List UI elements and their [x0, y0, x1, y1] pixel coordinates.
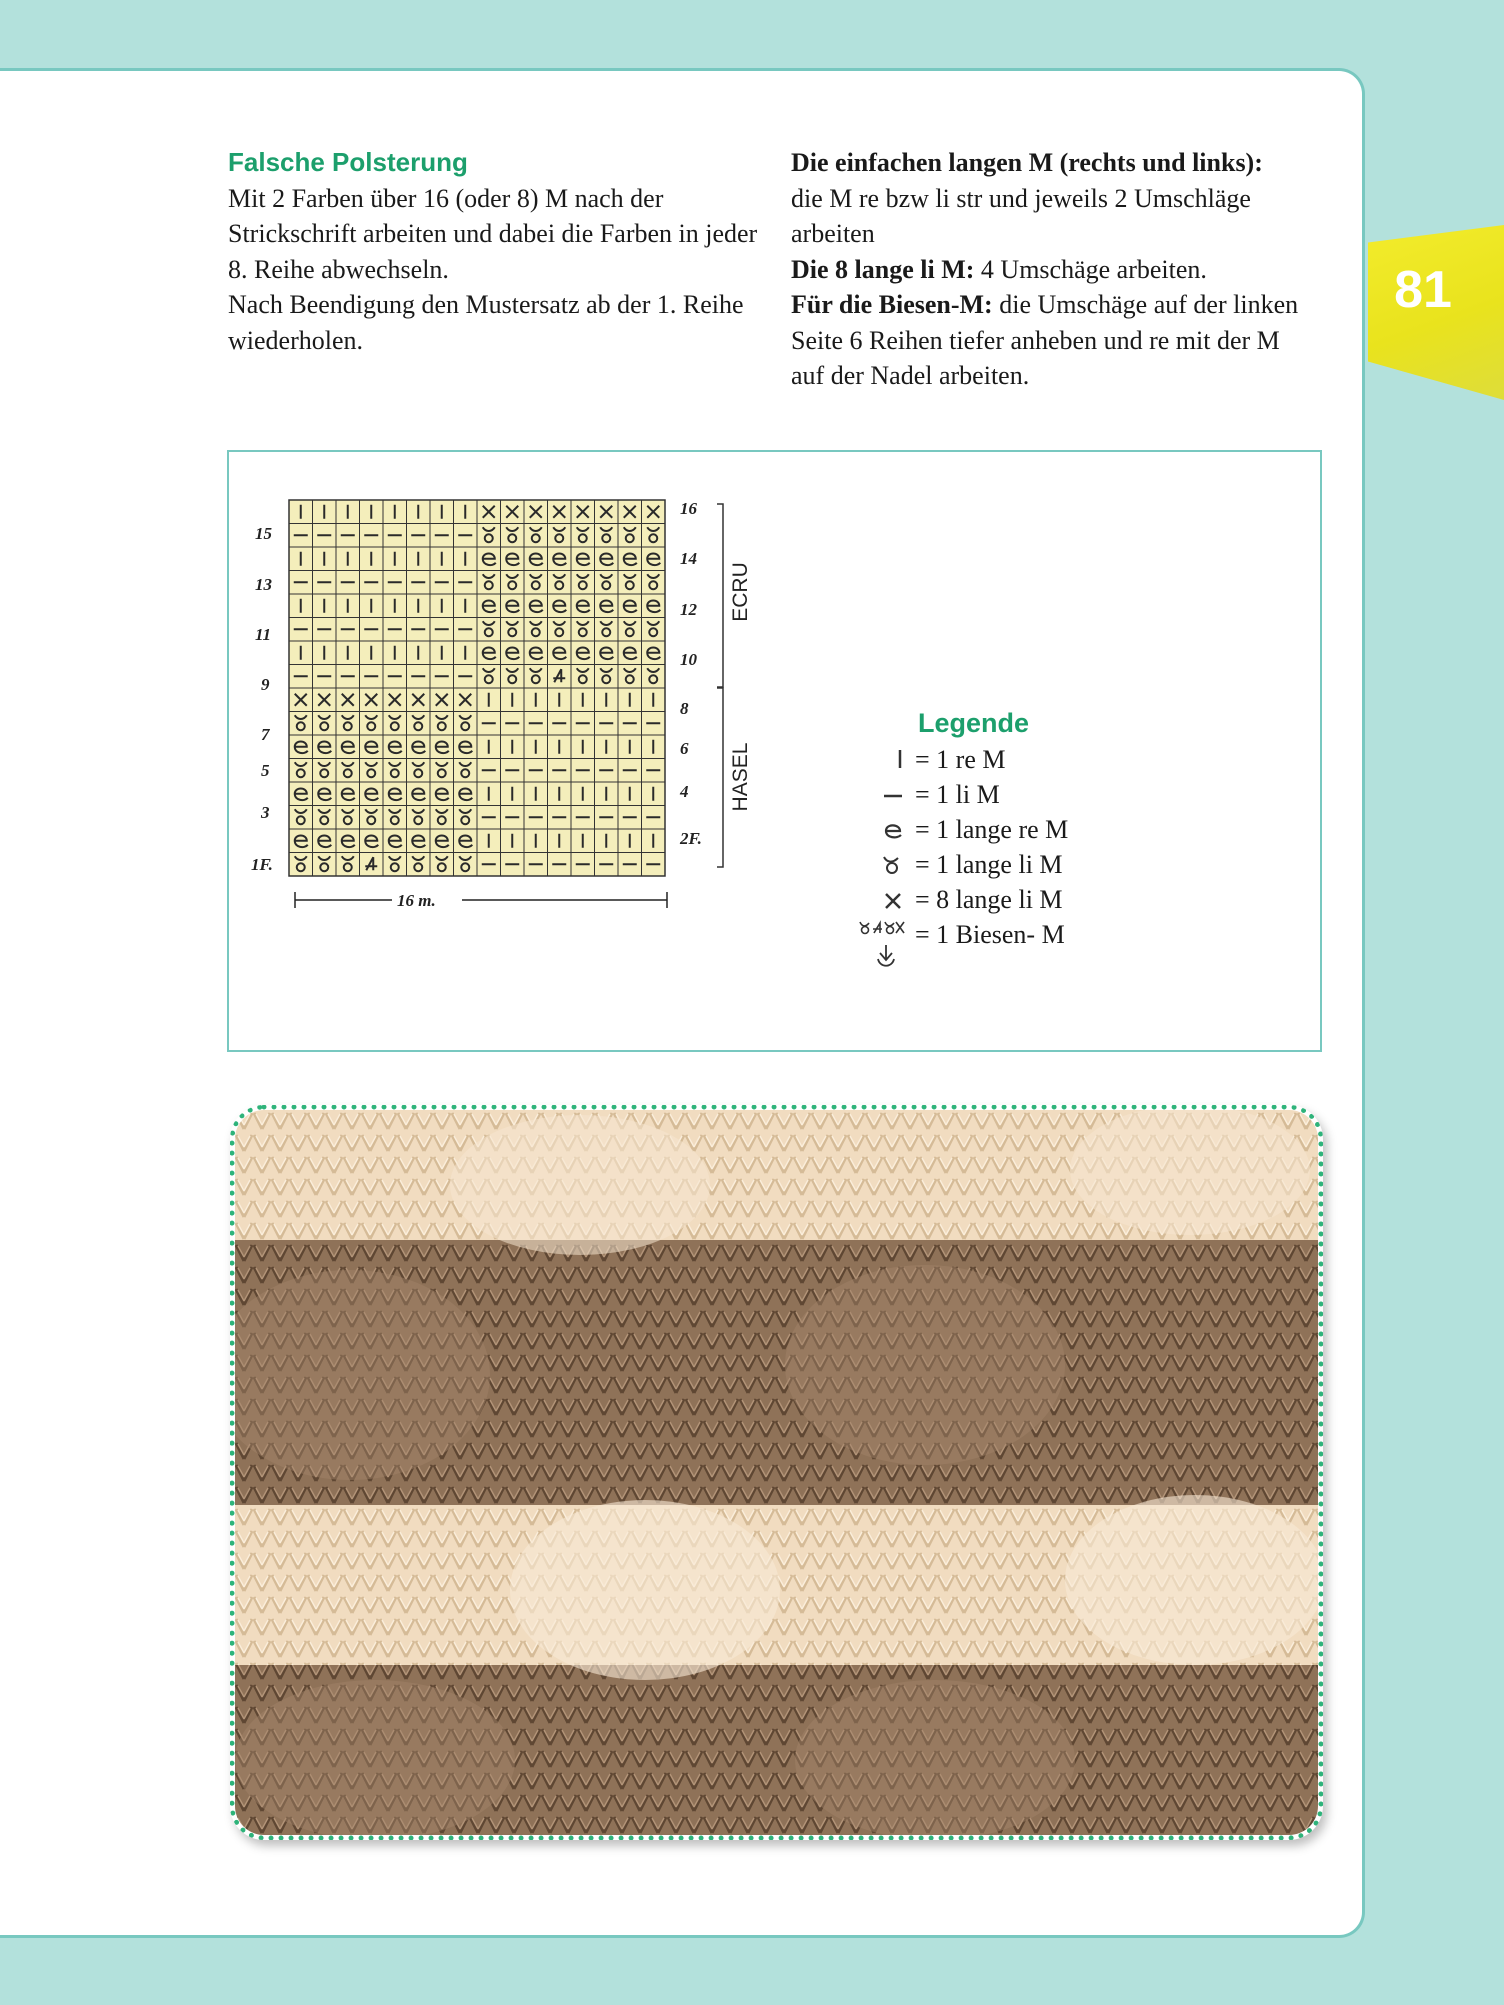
right-column	[791, 145, 1311, 394]
legend-text: = 1 li M	[915, 780, 1000, 809]
left-column	[228, 145, 768, 358]
knit-stitch-icon	[858, 744, 908, 774]
pattern-title: Falsche Polsterung	[228, 147, 468, 177]
right-line-1: die M re bzw li str und jeweils 2 Umschläge	[791, 183, 1251, 213]
puff-hasel	[785, 1265, 1065, 1465]
row-label: 15	[255, 524, 272, 543]
row-label: 10	[680, 650, 697, 669]
hasel-label: HASEL	[729, 742, 752, 812]
row-label: 5	[261, 761, 270, 780]
purl-stitch-icon	[858, 779, 908, 809]
color-brackets	[717, 504, 723, 867]
row-label: 13	[255, 575, 272, 594]
long-purl-stitch-icon	[858, 849, 908, 879]
row-label: 8	[680, 699, 689, 718]
row-label: 12	[680, 600, 697, 619]
right-para-2	[791, 252, 1311, 288]
legend-text: = 1 re M	[915, 745, 1006, 774]
row-label: 7	[261, 725, 270, 744]
legend-text: = 8 lange li M	[915, 885, 1063, 914]
ecru-label: ECRU	[729, 562, 752, 622]
left-line-2: Strickschrift arbeiten und dabei die Farben in jeder	[228, 219, 758, 248]
left-line-1: Mit 2 Farben über 16 (oder 8) M nach der	[228, 183, 664, 213]
row-label: 4	[680, 782, 689, 801]
knitting-chart	[247, 492, 807, 922]
puff-ecru	[450, 1115, 710, 1255]
hasel-bracket	[717, 688, 723, 867]
row-label: 2F.	[680, 829, 702, 848]
puff-ecru	[1065, 1495, 1318, 1665]
right-line-2: arbeiten	[791, 219, 875, 248]
width-dimension	[295, 892, 667, 908]
biesen-stitch-icon	[858, 919, 910, 949]
left-line-3: 8. Reihe abwechseln.	[228, 254, 449, 284]
row-label: 14	[680, 549, 697, 568]
chart-grid	[289, 500, 665, 876]
row-label: 1F.	[251, 855, 273, 874]
left-line-5: wiederholen.	[228, 325, 364, 355]
long-knit-stitch-icon	[858, 814, 908, 844]
legend-text: = 1 lange li M	[915, 850, 1063, 879]
puff-hasel	[795, 1680, 1075, 1835]
row-label: 16	[680, 499, 697, 518]
eight-long-text: 4 Umschäge arbeiten.	[974, 254, 1207, 284]
biesen-label: Für die Biesen-M:	[791, 290, 993, 319]
legend-text: = 1 lange re M	[915, 815, 1069, 844]
width-label: 16 m.	[397, 891, 436, 910]
row-label: 6	[680, 739, 689, 758]
puff-ecru	[1070, 1110, 1310, 1235]
page-number: 81	[1394, 261, 1452, 319]
eight-long-label: Die 8 lange li M:	[791, 254, 975, 284]
puff-ecru	[510, 1500, 780, 1680]
right-para-3	[791, 287, 1311, 323]
swatch-illustration	[235, 1110, 1318, 1835]
chart-right-labels	[679, 499, 702, 848]
biesen-text: die Umschäge auf der linken	[992, 290, 1299, 319]
row-label: 11	[255, 625, 272, 644]
right-line-6: auf der Nadel arbeiten.	[791, 361, 1030, 390]
row-label: 9	[261, 675, 270, 694]
ecru-bracket	[717, 504, 723, 687]
legend-title: Legende	[918, 708, 1030, 738]
left-line-4: Nach Beendigung den Mustersatz ab der 1. Reihe	[228, 290, 744, 319]
knitted-swatch-photo	[230, 1105, 1323, 1840]
legend-text: = 1 Biesen- M	[915, 920, 1065, 949]
chart-left-labels	[251, 524, 273, 874]
puff-hasel	[235, 1680, 515, 1835]
eight-long-purl-stitch-icon	[858, 884, 908, 914]
long-stitch-heading: Die einfachen langen M (rechts und links):	[791, 148, 1263, 177]
right-line-5: Seite 6 Reihen tiefer anheben und re mit der M	[791, 325, 1280, 355]
row-label: 3	[261, 803, 270, 822]
